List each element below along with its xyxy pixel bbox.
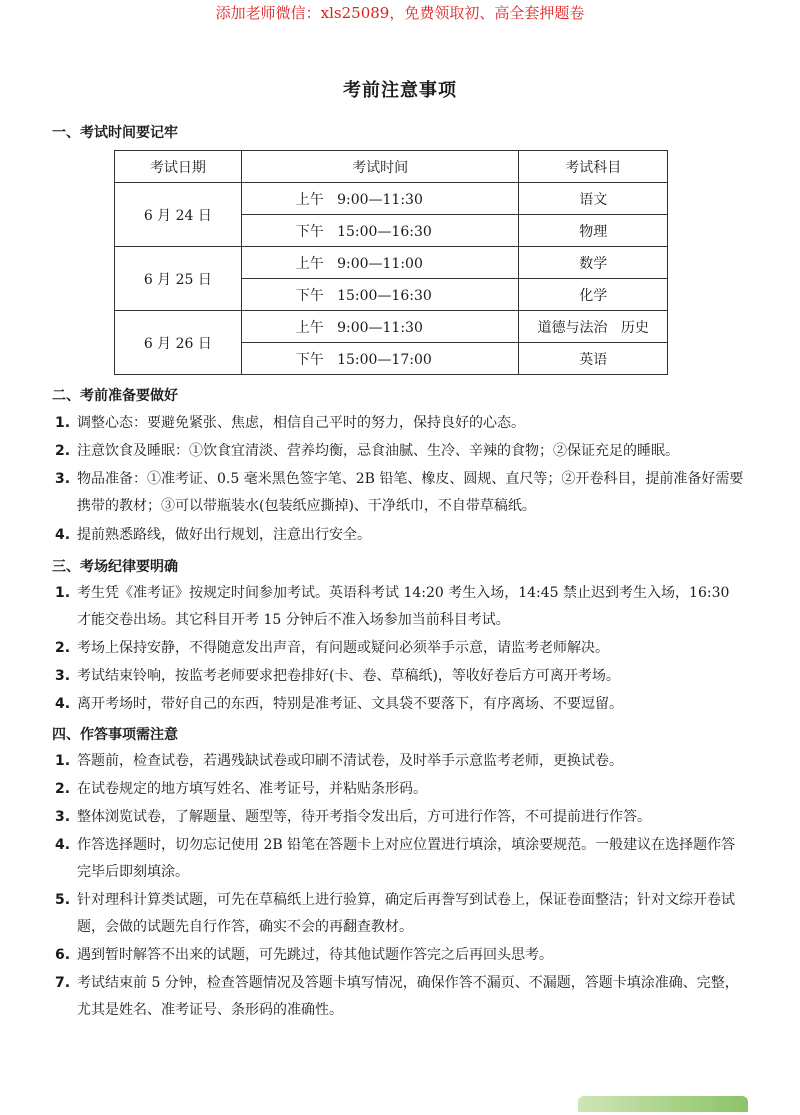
exam-schedule-table [114, 150, 668, 375]
section-heading-rules: 三、考场纪律要明确 [52, 559, 178, 575]
watermark-text: 添加老师微信：xls25089，免费领取初、高全套押题卷 [215, 4, 585, 22]
list-item [55, 832, 747, 886]
item-number: 3. [55, 471, 71, 487]
item-number: 6. [55, 947, 71, 963]
header-time: 考试时间 [241, 151, 519, 183]
item-number: 1. [55, 415, 71, 431]
list-item [55, 887, 747, 941]
item-number: 3. [55, 809, 71, 825]
item-number: 2. [55, 443, 71, 459]
exam-subject: 物理 [519, 215, 668, 247]
item-text: 调整心态：要避免紧张、焦虑，相信自己平时的努力，保持良好的心态。 [77, 415, 525, 431]
item-number: 4. [55, 527, 71, 543]
item-text: 考场上保持安静，不得随意发出声音，有问题或疑问必须举手示意，请监考老师解决。 [77, 640, 609, 656]
item-number: 4. [55, 696, 71, 712]
item-text: 注意饮食及睡眠：①饮食宜清淡、营养均衡，忌食油腻、生冷、辛辣的食物；②保证充足的睡眠。 [77, 443, 679, 459]
item-number: 7. [55, 975, 71, 991]
item-text: 遇到暂时解答不出来的试题，可先跳过，待其他试题作答完之后再回头思考。 [77, 947, 553, 963]
list-item [55, 776, 747, 803]
exam-time: 下午 15:00—16:30 [241, 215, 519, 247]
exam-subject: 道德与法治 历史 [519, 311, 668, 343]
exam-subject: 语文 [519, 183, 668, 215]
item-text: 考生凭《准考证》按规定时间参加考试。英语科考试 14:20 考生入场，14:45 禁止迟到考生入场，16:30 才能交卷出场。其它科目开考 15 分钟后不准入场参加当前科目考试。 [77, 585, 730, 628]
exam-subject: 化学 [519, 279, 668, 311]
table-row [115, 183, 668, 215]
header-subject: 考试科目 [519, 151, 668, 183]
footer-decoration-bar [578, 1096, 748, 1112]
item-number: 2. [55, 781, 71, 797]
exam-time: 上午 9:00—11:30 [241, 311, 519, 343]
list-item [55, 663, 747, 690]
exam-date: 6 月 26 日 [115, 311, 242, 375]
exam-time: 上午 9:00—11:00 [241, 247, 519, 279]
table-row [115, 311, 668, 343]
exam-time: 下午 15:00—17:00 [241, 343, 519, 375]
list-item [55, 748, 747, 775]
header-date: 考试日期 [115, 151, 242, 183]
list-item [55, 970, 747, 1024]
exam-time: 下午 15:00—16:30 [241, 279, 519, 311]
item-text: 在试卷规定的地方填写姓名、准考证号，并粘贴条形码。 [77, 781, 427, 797]
list-item [55, 522, 747, 549]
list-item [55, 466, 747, 520]
section-heading-answer: 四、作答事项需注意 [52, 727, 178, 743]
item-text: 针对理科计算类试题，可先在草稿纸上进行验算，确定后再誊写到试卷上，保证卷面整洁；针对文综开卷试题，会做的试题先自行作答，确实不会的再翻查教材。 [77, 892, 735, 935]
item-text: 作答选择题时，切勿忘记使用 2B 铅笔在答题卡上对应位置进行填涂，填涂要规范。一般建议在选择题作答完毕后即刻填涂。 [77, 837, 736, 880]
item-text: 物品准备：①准考证、0.5 毫米黑色签字笔、2B 铅笔、橡皮、圆规、直尺等；②开卷科目，提前准备好需要携带的教材；③可以带瓶装水(包装纸应撕掉)、干净纸巾，不自带草稿纸。 [77, 471, 744, 514]
item-number: 3. [55, 668, 71, 684]
item-text: 提前熟悉路线，做好出行规划，注意出行安全。 [77, 527, 371, 543]
item-text: 考试结束铃响，按监考老师要求把卷排好(卡、卷、草稿纸)，等收好卷后方可离开考场。 [77, 668, 620, 684]
item-number: 1. [55, 753, 71, 769]
item-text: 答题前，检查试卷，若遇残缺试卷或印刷不清试卷，及时举手示意监考老师，更换试卷。 [77, 753, 623, 769]
item-number: 4. [55, 837, 71, 853]
exam-time: 上午 9:00—11:30 [241, 183, 519, 215]
item-text: 整体浏览试卷，了解题量、题型等，待开考指令发出后，方可进行作答，不可提前进行作答。 [77, 809, 651, 825]
exam-subject: 英语 [519, 343, 668, 375]
list-item [55, 438, 747, 465]
list-item [55, 580, 747, 634]
item-number: 5. [55, 892, 71, 908]
list-item [55, 635, 747, 662]
section-heading-schedule: 一、考试时间要记牢 [52, 125, 178, 141]
list-item [55, 691, 747, 718]
exam-date: 6 月 25 日 [115, 247, 242, 311]
table-header-row [115, 151, 668, 183]
list-item [55, 804, 747, 831]
list-item [55, 410, 747, 437]
section-heading-prep: 二、考前准备要做好 [52, 388, 178, 404]
item-text: 考试结束前 5 分钟，检查答题情况及答题卡填写情况，确保作答不漏页、不漏题，答题卡填涂准确、完整，尤其是姓名、准考证号、条形码的准确性。 [77, 975, 739, 1018]
exam-subject: 数学 [519, 247, 668, 279]
table-row [115, 247, 668, 279]
item-number: 1. [55, 585, 71, 601]
item-number: 2. [55, 640, 71, 656]
page-title: 考前注意事项 [343, 80, 457, 101]
item-text: 离开考场时，带好自己的东西，特别是准考证、文具袋不要落下，有序离场、不要逗留。 [77, 696, 623, 712]
exam-date: 6 月 24 日 [115, 183, 242, 247]
list-item [55, 942, 747, 969]
